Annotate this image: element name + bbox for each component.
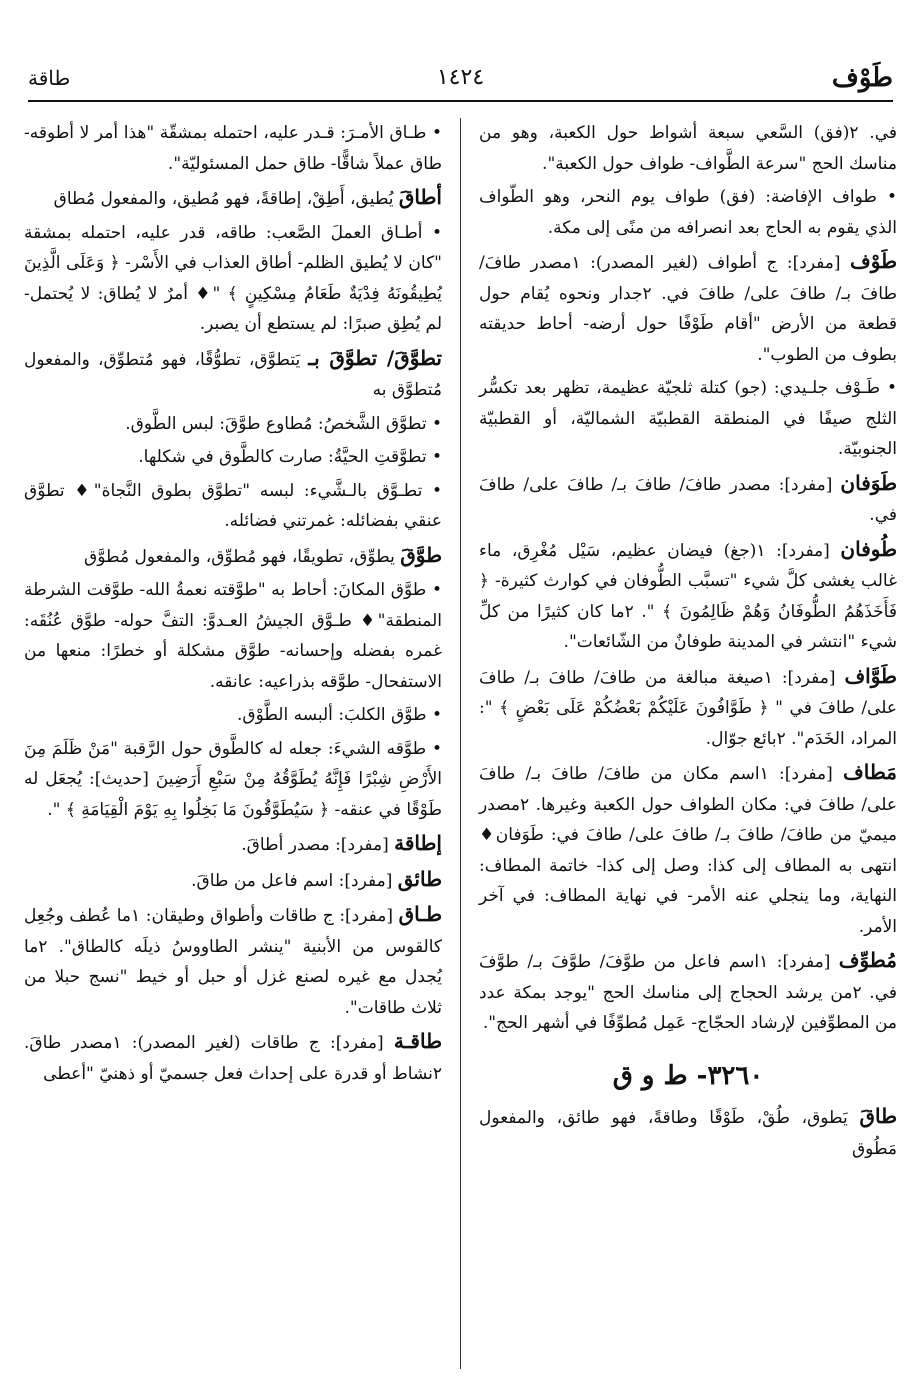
entry-headword: طَوَّاف [844, 663, 897, 688]
entry-headword: طَوْف [850, 249, 897, 273]
dictionary-entry [24, 734, 442, 826]
entry-definition: • طَـوْف جلـيدي: (جو) كتلة ثلجيّة عظيمة، تظهر بعد تكسُّر الثلج صيفًا في المنطقة القطبيّة الشماليّة، أو القطبيّة الجنوبيّة. [479, 378, 897, 459]
entry-definition: • تطوَّق الشَّخصُ: مُطاوع طوَّقَ: لبس الطَّوق. [125, 413, 442, 434]
column-divider [460, 118, 461, 1369]
right-column [479, 118, 897, 1167]
entry-definition: [مفرد]: ج طاقات وأطواق وطيقان: ١ما عُطف وجُعِل كالقوس من الأبنية "ينشر الطاووسُ ذيلَه كالطاق". ٢ما يُجدل مع غيره لصنع غزل أو حبل أو خيط "نسج حبلا من ثلاث طاقات". [24, 906, 442, 1018]
dictionary-entry [24, 343, 442, 406]
entry-headword: طاقَ [859, 1104, 897, 1128]
entry-definition: [مفرد]: ١اسم مكان من طافَ/ طافَ بـ/ طافَ على/ طافَ في: مكان الطواف حول الكعبة وغيرها. ٢مصدر ميميّ من طافَ/ طافَ بـ/ طافَ على/ طافَ في: طَوَفان♦ انتهى به المطاف إلى كذا: وصل إلى كذا- خاتمة المطاف: النهاية، وما ينجلي عنه الأمر- في نهاية المطاف: في آخر الأمر. [479, 764, 897, 937]
dictionary-entry [24, 828, 442, 861]
entry-headword: طاقـة [393, 1029, 442, 1053]
dictionary-entry [24, 1026, 442, 1089]
entry-headword: أطاقَ [398, 185, 442, 209]
entry-headword: طوَّقَ [400, 542, 442, 567]
entry-definition: في. ٢(فق) السَّعي سبعة أشواط حول الكعبة، وهو من مناسك الحج "سرعة الطَّواف- طواف حول الكعبة". [479, 123, 897, 174]
entry-headword: إطاقة [394, 831, 442, 855]
entry-definition: [مفرد]: ١صيغة مبالغة من طافَ/ طافَ بـ/ طافَ على/ طافَ في " ﴿ طَوَّافُونَ عَلَيْكُمْ بَعْضُكُمْ عَلَى بَعْضٍ ﴾ ": المراد، الخَدَم". ٢بائع جوّال. [479, 667, 897, 749]
dictionary-entry [479, 1101, 897, 1164]
dictionary-entry [24, 575, 442, 697]
entry-definition: • تطوَّقتِ الحيَّةُ: صارت كالطَّوق في شكلها. [138, 447, 442, 467]
dictionary-entry [24, 700, 442, 731]
left-column [24, 118, 442, 1092]
dictionary-entry [24, 182, 442, 215]
dictionary-entry [24, 442, 442, 473]
dictionary-entry [24, 476, 442, 537]
entry-definition: [مفرد]: ١اسم فاعل من طوَّفَ/ طوَّفَ بـ/ طوَّفَ في. ٢من يرشد الحجاج إلى مناسك الحج "يوجد بمكة عدد من المطوِّفين لإرشاد الحجّاج- عَمِل مُطوِّفًا في أشهر الحج". [479, 952, 897, 1033]
dictionary-entry [24, 218, 442, 340]
entry-definition: يُطيق، أَطِقْ، إطاقةً، فهو مُطيق، والمفعول مُطاق [53, 189, 399, 209]
entry-headword: مَطاف [843, 760, 897, 784]
entry-headword: مُطوِّف [838, 948, 897, 972]
entry-definition: [مفرد]: ج طاقات (لغير المصدر): ١مصدر طاقَ. ٢نشاط أو قدرة على إحداث فعل جسميّ أو ذهنيّ "أعطى [24, 1033, 442, 1084]
dictionary-entry [479, 945, 897, 1039]
dictionary-entry [479, 182, 897, 243]
entry-headword: طَوَفان [840, 470, 897, 495]
entry-headword: طـاق [398, 902, 442, 926]
header-rule [28, 100, 893, 102]
entry-headword: تطوَّقَ/ تطوَّقَ بـ [308, 345, 442, 370]
entry-definition: [مفرد]: مصدر أطاقَ. [241, 835, 395, 855]
entry-definition: يَطوق، طُقْ، طَوْقًا وطاقةً، فهو طائق، والمفعول مَطُوق [479, 1108, 897, 1159]
entry-definition: • طوَّق المكانَ: أحاط به "طوَّقته نعمةُ الله- طوَّقت الشرطة المنطقة"♦ طـوَّق الجيشُ العـدوَّ: التفَّ حوله- طوَّق عُنُقَه: غمره بفضله وإحسانه- طوَّق مشكلة أو خطرًا: منعها من الاستفحال- طوَّقه بذراعيه: عانقه. [24, 580, 442, 692]
page-number: ١٤٢٤ [436, 65, 485, 90]
entry-definition: [مفرد]: اسم فاعل من طاقَ. [191, 870, 398, 891]
dictionary-entry [479, 468, 897, 531]
dictionary-entry [479, 118, 897, 179]
entry-definition: • طـاق الأمـرَ: قـدر عليه، احتمله بمشقّة "هذا أمر لا أطوقه- طاق عملاً شاقًّا- طاق حمل المسئوليّة". [24, 123, 442, 174]
entry-headword: طائق [397, 866, 442, 891]
dictionary-entry [479, 534, 897, 658]
entry-definition: • طوَّق الكلبَ: ألبسه الطَّوْق. [236, 705, 442, 725]
entry-definition: يَتطوَّق، تطوُّقًا، فهو مُتطوِّق، والمفعول مُتطوَّق به [24, 349, 442, 400]
entry-definition: يطوِّق، تطويقًا، فهو مُطوِّق، والمفعول مُطوَّق [84, 546, 401, 567]
dictionary-entry [479, 661, 897, 755]
page-header [28, 58, 893, 102]
entry-definition: [مفرد]: ١(جغ) فيضان عظيم، سَيْل مُغْرِق، ماء غالب يغشى كلَّ شيء "تسبَّب الطُّوفان في كوارث كثيرة- ﴿ فَأَخَذَهُمُ الطُّوفَانُ وَهُمْ ظَالِمُونَ ﴾ ". ٢ما كان كثيرًا من كلِّ شيء "انتشر في المدينة طوفانٌ من الشّائعات". [479, 540, 897, 652]
dictionary-entry [24, 540, 442, 573]
dictionary-entry [479, 373, 897, 465]
entry-definition: [مفرد]: ج أطواف (لغير المصدر): ١مصدر طافَ/ طافَ بـ/ طافَ على/ طافَ في. ٢جدار ونحوه يُقام حول قطعة من الأرض "أقام طَوْفًا حول أرضه- أحاط حديقته بطوف من الطوب". [479, 253, 897, 365]
entry-definition: • أطـاق العملَ الصَّعب: طاقه، قدر عليه، احتمله بمشقة "كان لا يُطيق الظلم- أطاق العذاب في الأَسْر- ﴿ وَعَلَى الَّذِينَ يُطِيقُونَهُ فِدْيَةٌ طَعَامُ مِسْكِينٍ ﴾ "♦ أمرٌ لا يُطاق: لا يُحتمل- لم يُطِق صبرًا: لم يستطع أن يصبر. [24, 222, 442, 334]
dictionary-entry [479, 757, 897, 942]
entry-headword: طُوفان [840, 536, 897, 561]
entry-definition: • طواف الإفاضة: (فق) طواف يوم النحر، وهو الطّواف الذي يقوم به الحاج بعد انصرافه من منًى إلى مكة. [479, 187, 897, 238]
dictionary-entry [24, 864, 442, 897]
dictionary-entry [24, 899, 442, 1023]
dictionary-entry [479, 246, 897, 370]
entry-definition: • طوَّقه الشيءَ: جعله له كالطَّوق حول الرَّقبة "مَنْ ظَلَمَ مِنَ الأَرْضِ شِبْرًا فَإِنَّهُ يُطَوَّقُهُ مِنْ سَبْعِ أَرَضِينَ [حديث]: يُجعَل له طَوْقًا في عنقه- ﴿ سَيُطَوَّقُونَ مَا بَخِلُوا بِهِ يَوْمَ الْقِيَامَةِ ﴾ ". [24, 738, 442, 820]
dictionary-entry [24, 409, 442, 440]
entry-definition: [مفرد]: مصدر طافَ/ طافَ بـ/ طافَ على/ طافَ في. [479, 474, 897, 525]
header-guide-word-left: طاقة [28, 66, 71, 90]
entry-definition: • تطـوَّق بالـشَّيء: لبسه "تطوَّق بطوق النَّجاة"♦ تطوَّق عنقي بفضائله: غمرتني فضائله. [24, 480, 442, 531]
dictionary-entry [24, 118, 442, 179]
header-guide-word-right: طَوْف [831, 63, 893, 93]
root-heading: ٣٢٦٠- ط و ق [612, 1060, 764, 1091]
